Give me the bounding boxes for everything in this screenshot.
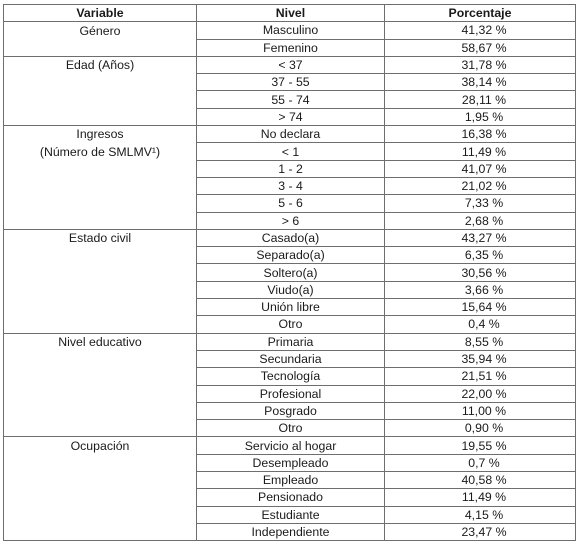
cell-nivel: Secundaria (197, 350, 385, 367)
table-row (4, 402, 576, 419)
cell-variable (4, 472, 197, 489)
cell-nivel: Posgrado (197, 402, 385, 419)
cell-porcentaje: 21,51 % (385, 368, 576, 385)
cell-nivel: Pensionado (197, 489, 385, 506)
table-row (4, 281, 576, 298)
cell-variable: (Número de SMLMV¹) (4, 143, 197, 160)
table-row (4, 523, 576, 540)
cell-porcentaje: 2,68 % (385, 212, 576, 229)
cell-nivel: No declara (197, 126, 385, 143)
table-row (4, 385, 576, 402)
cell-nivel: 3 - 4 (197, 177, 385, 194)
cell-nivel: 55 - 74 (197, 91, 385, 108)
cell-porcentaje: 40,58 % (385, 472, 576, 489)
table-row (4, 212, 576, 229)
cell-variable (4, 160, 197, 177)
cell-variable: Nivel educativo (4, 333, 197, 350)
cell-variable (4, 489, 197, 506)
cell-porcentaje: 8,55 % (385, 333, 576, 350)
cell-nivel: Separado(a) (197, 247, 385, 264)
cell-variable: Estado civil (4, 229, 197, 246)
cell-variable (4, 316, 197, 333)
cell-nivel: < 37 (197, 56, 385, 73)
header-porcentaje: Porcentaje (385, 5, 576, 22)
cell-porcentaje: 22,00 % (385, 385, 576, 402)
cell-porcentaje: 28,11 % (385, 91, 576, 108)
cell-porcentaje: 6,35 % (385, 247, 576, 264)
cell-porcentaje: 16,38 % (385, 126, 576, 143)
cell-nivel: > 74 (197, 108, 385, 125)
table-row (4, 247, 576, 264)
cell-variable (4, 264, 197, 281)
demographics-table (3, 4, 576, 541)
table-row (4, 454, 576, 471)
cell-nivel: Otro (197, 316, 385, 333)
cell-nivel: Primaria (197, 333, 385, 350)
cell-porcentaje: 58,67 % (385, 39, 576, 56)
cell-porcentaje: 38,14 % (385, 74, 576, 91)
table-row (4, 264, 576, 281)
cell-porcentaje: 4,15 % (385, 506, 576, 523)
table-row (4, 108, 576, 125)
cell-porcentaje: 11,49 % (385, 489, 576, 506)
cell-porcentaje: 41,32 % (385, 22, 576, 39)
cell-porcentaje: 11,49 % (385, 143, 576, 160)
cell-nivel: > 6 (197, 212, 385, 229)
cell-nivel: Femenino (197, 39, 385, 56)
cell-variable: Ingresos (4, 126, 197, 143)
cell-variable (4, 350, 197, 367)
table-row (4, 56, 576, 73)
cell-porcentaje: 11,00 % (385, 402, 576, 419)
cell-variable: Ocupación (4, 437, 197, 454)
header-row (4, 5, 576, 22)
table-body (4, 22, 576, 541)
cell-nivel: 1 - 2 (197, 160, 385, 177)
cell-variable (4, 368, 197, 385)
cell-variable (4, 39, 197, 56)
cell-nivel: Otro (197, 420, 385, 437)
cell-variable (4, 385, 197, 402)
header-nivel: Nivel (197, 5, 385, 22)
cell-nivel: 5 - 6 (197, 195, 385, 212)
table-row (4, 299, 576, 316)
cell-porcentaje: 31,78 % (385, 56, 576, 73)
cell-porcentaje: 41,07 % (385, 160, 576, 177)
cell-nivel: Independiente (197, 523, 385, 540)
cell-porcentaje: 23,47 % (385, 523, 576, 540)
cell-porcentaje: 35,94 % (385, 350, 576, 367)
cell-nivel: Estudiante (197, 506, 385, 523)
cell-nivel: Empleado (197, 472, 385, 489)
table-row (4, 22, 576, 39)
table-row (4, 91, 576, 108)
cell-variable (4, 212, 197, 229)
cell-nivel: < 1 (197, 143, 385, 160)
cell-porcentaje: 19,55 % (385, 437, 576, 454)
cell-variable (4, 506, 197, 523)
cell-nivel: Masculino (197, 22, 385, 39)
table-row (4, 126, 576, 143)
cell-variable (4, 281, 197, 298)
table-row (4, 437, 576, 454)
table-row (4, 420, 576, 437)
cell-variable (4, 177, 197, 194)
table-row (4, 316, 576, 333)
cell-variable (4, 247, 197, 264)
cell-nivel: Profesional (197, 385, 385, 402)
cell-porcentaje: 0,4 % (385, 316, 576, 333)
table-row (4, 195, 576, 212)
table-row (4, 472, 576, 489)
table-row (4, 506, 576, 523)
cell-porcentaje: 30,56 % (385, 264, 576, 281)
table-row (4, 177, 576, 194)
table-row (4, 74, 576, 91)
table-row (4, 39, 576, 56)
cell-variable (4, 454, 197, 471)
table-row (4, 333, 576, 350)
cell-variable (4, 420, 197, 437)
table-row (4, 229, 576, 246)
table-row (4, 368, 576, 385)
cell-nivel: Casado(a) (197, 229, 385, 246)
cell-porcentaje: 1,95 % (385, 108, 576, 125)
cell-nivel: Servicio al hogar (197, 437, 385, 454)
table-row (4, 350, 576, 367)
cell-porcentaje: 7,33 % (385, 195, 576, 212)
table-row (4, 143, 576, 160)
header-variable: Variable (4, 5, 197, 22)
cell-variable (4, 91, 197, 108)
cell-porcentaje: 21,02 % (385, 177, 576, 194)
table-row (4, 160, 576, 177)
cell-porcentaje: 15,64 % (385, 299, 576, 316)
cell-variable (4, 108, 197, 125)
cell-porcentaje: 43,27 % (385, 229, 576, 246)
cell-variable (4, 299, 197, 316)
cell-variable (4, 74, 197, 91)
cell-porcentaje: 0,7 % (385, 454, 576, 471)
cell-variable: Edad (Años) (4, 56, 197, 73)
cell-nivel: Tecnología (197, 368, 385, 385)
cell-nivel: Soltero(a) (197, 264, 385, 281)
cell-variable (4, 195, 197, 212)
cell-nivel: Viudo(a) (197, 281, 385, 298)
cell-variable: Género (4, 22, 197, 39)
cell-nivel: 37 - 55 (197, 74, 385, 91)
cell-variable (4, 402, 197, 419)
cell-nivel: Unión libre (197, 299, 385, 316)
table-row (4, 489, 576, 506)
cell-variable (4, 523, 197, 540)
cell-nivel: Desempleado (197, 454, 385, 471)
cell-porcentaje: 3,66 % (385, 281, 576, 298)
cell-porcentaje: 0,90 % (385, 420, 576, 437)
